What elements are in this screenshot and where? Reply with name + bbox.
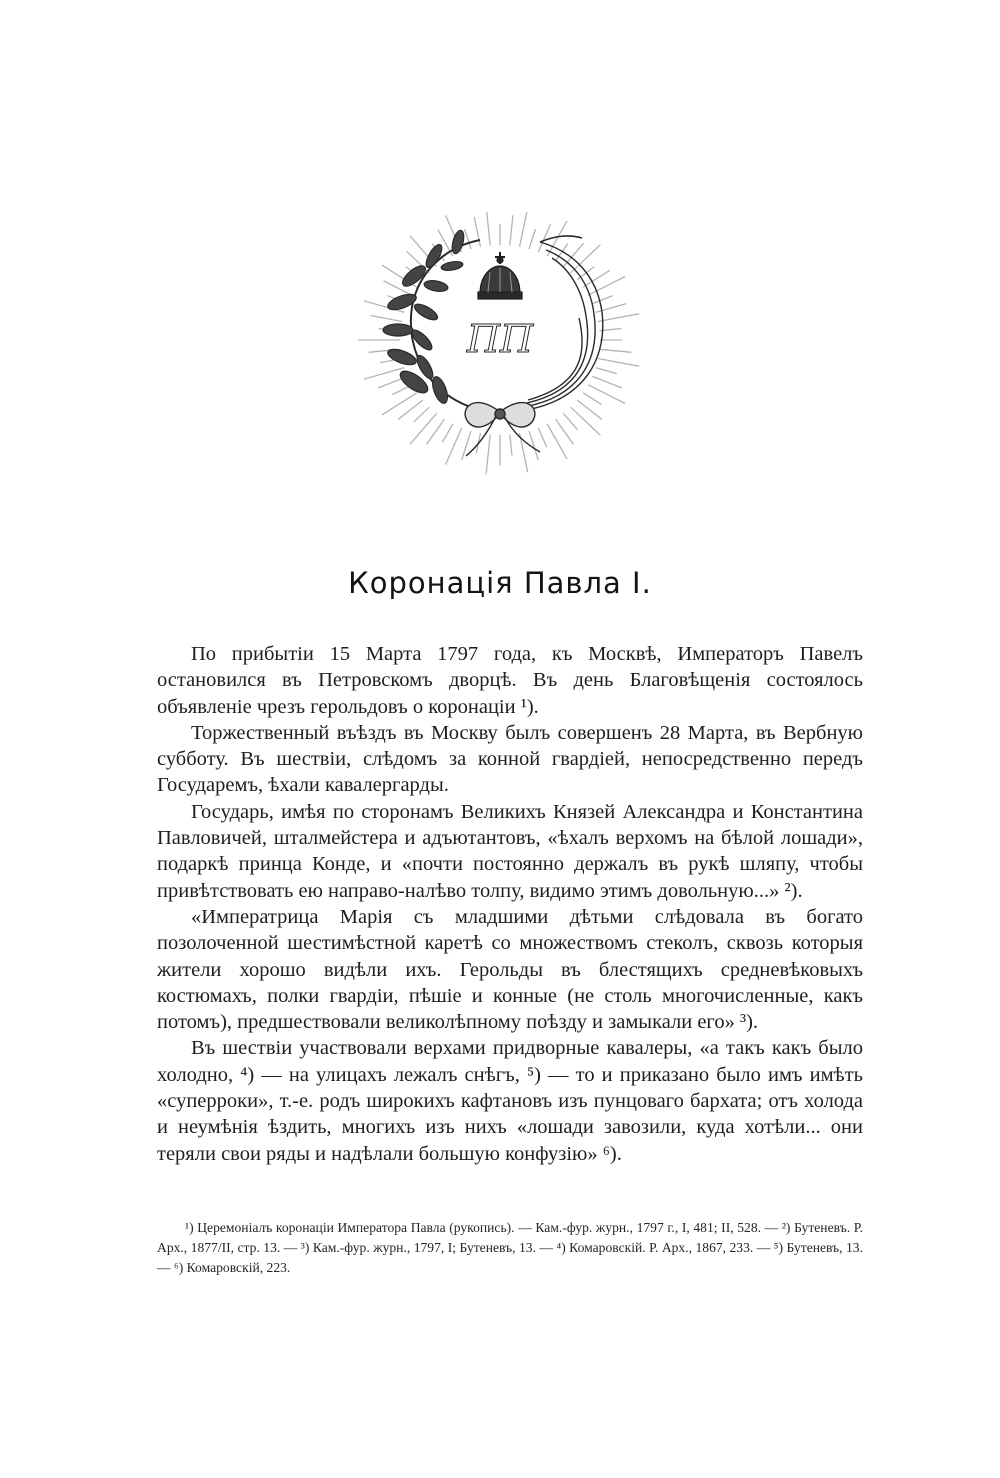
paragraph: Государь, имѣя по сторонамъ Великихъ Князей Александра и Константина Павловичей, шталмейстера и адъютантовъ, «ѣхалъ верхомъ на бѣлой лошади», подаркѣ принца Конде, и «почти постоянно держалъ въ рукѣ шляпу, чтобы привѣтствовать ею направо-налѣво толпу, видимо этимъ довольную...» ²).: [157, 800, 863, 902]
footnotes: [157, 1218, 863, 1278]
paragraph: Торжественный въѣздъ въ Москву былъ совершенъ 28 Марта, въ Вербную субботу. Въ шествіи, слѣдомъ за конной гвардіей, непосредственно передъ Государемъ, ѣхали кавалергарды.: [157, 721, 863, 797]
monogram-text: ПП: [466, 317, 534, 361]
paragraph: Въ шествіи участвовали верхами придворные кавалеры, «а такъ какъ было холодно, ⁴) — на улицахъ лежалъ снѣгъ, ⁵) — то и приказано было имъ имѣть «суперроки», т.-е. родъ широкихъ кафтановъ изъ пунцоваго бархата; отъ холода и неумѣнія ѣздить, многихъ изъ нихъ «лошади завозили, куда хотѣли... они теряли свои ряды и надѣлали большую конфузію» ⁶).: [157, 1037, 863, 1165]
paragraph: По прибытіи 15 Марта 1797 года, къ Москвѣ, Императоръ Павелъ остановился въ Петровскомъ дворцѣ. Въ день Благовѣщенія состоялось объявленіе чрезъ герольдовъ о коронаціи ¹).: [157, 643, 863, 718]
laurel-wreath-crown-monogram-icon: [350, 212, 650, 484]
footnote-text: ¹) Церемоніалъ коронаціи Императора Павла (рукопись). — Кам.-фур. журн., 1797 г., I, 481; II, 528. — ²) Бутеневъ. Р. Арх., 1877/II, стр. 13. — ³) Кам.-фур. журн., 1797, I; Бутеневъ, 13. — ⁴) Комаровскій. Р. Арх., 1867, 233. — ⁵) Бутеневъ, 13. — ⁶) Комаровскій, 223.: [157, 1220, 863, 1275]
body-text: [157, 641, 863, 1167]
paragraph: «Императрица Марія съ младшими дѣтьми слѣдовала въ богато позолоченной шестимѣстной каретѣ со множествомъ стеколъ, сквозь которыя жители хорошо видѣли ихъ. Герольды въ блестящихъ средневѣковыхъ костюмахъ, полки гвардіи, пѣшіе и конные (не столь многочисленные, какъ потомъ), предшествовали великолѣпному поѣзду и замыкали его» ³).: [157, 905, 863, 1034]
page-title: Коронація Павла I.: [348, 566, 652, 600]
ribbon-bow-icon: [465, 403, 540, 456]
crown-icon: [478, 252, 522, 299]
